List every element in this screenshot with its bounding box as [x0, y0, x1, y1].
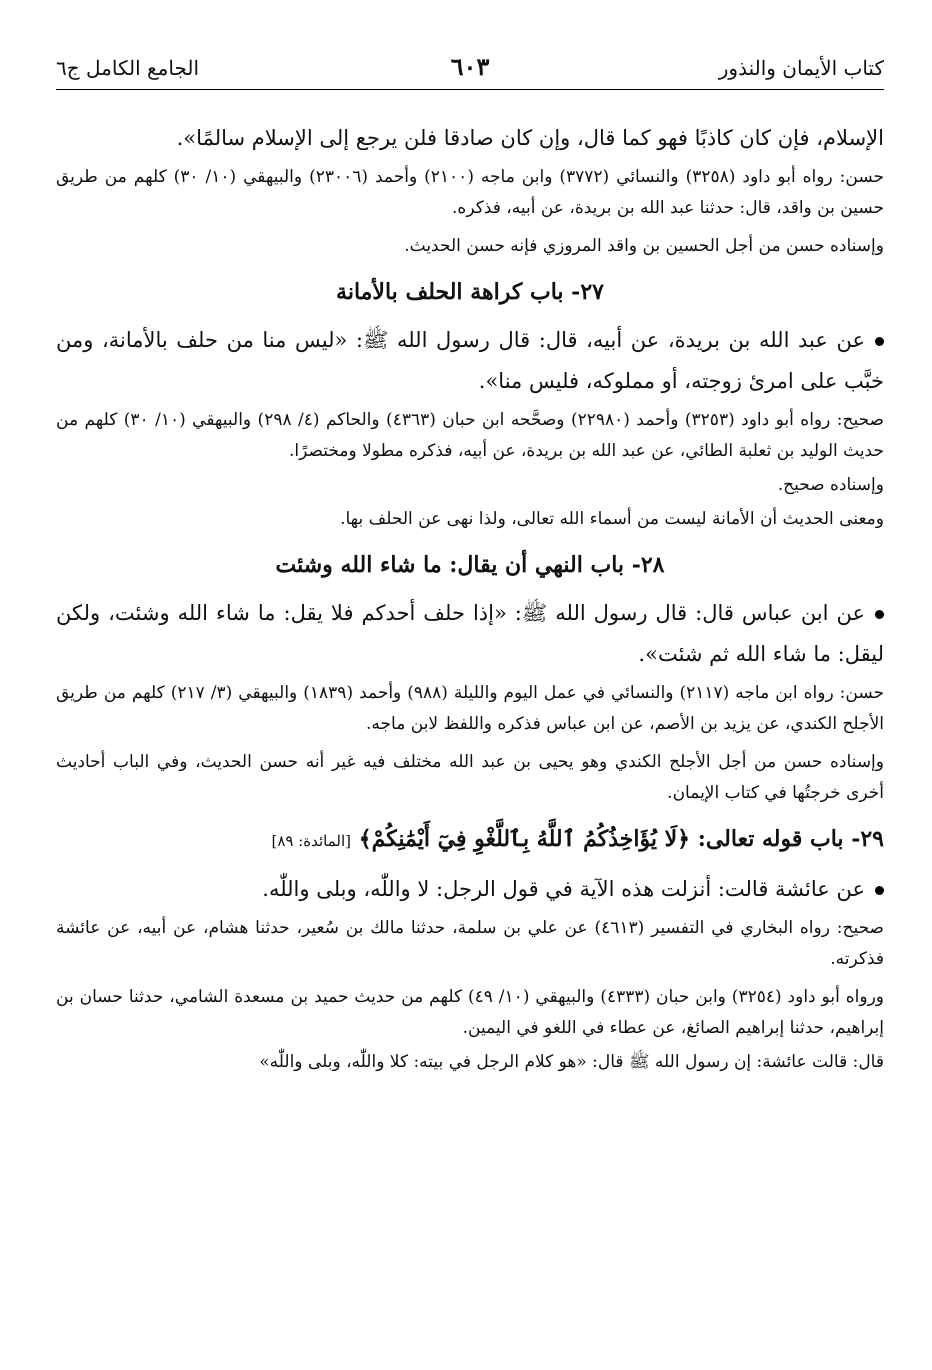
hadith-body: عن ابن عباس قال: قال رسول الله ﷺ: «إذا حلف أحدكم فلا يقل: ما شاء الله وشئت، ولكن ليقل: ما شاء الله ثم شئت».	[56, 601, 884, 666]
chapter-heading-28: ٢٨- باب النهي أن يقال: ما شاء الله وشئت	[275, 552, 665, 578]
takhrij-note: حسن: رواه أبو داود (٣٢٥٨) والنسائي (٣٧٧٢) وابن ماجه (٢١٠٠) وأحمد (٢٣٠٠٦) والبيهقي (١٠/ ٣٠) كلهم من طريق حسين بن واقد، قال: حدثنا عبد الله بن بريدة، عن أبيه، فذكره.	[56, 167, 884, 218]
bullet-icon	[875, 610, 884, 619]
takhrij-note: ورواه أبو داود (٣٢٥٤) وابن حبان (٤٣٣٣) والبيهقي (١٠/ ٤٩) كلهم من حديث حميد بن مسعدة الشامي، حدثنا حسان بن إبراهيم، حدثنا إبراهيم الصائغ، عن عطاء في اللغو في اليمين.	[56, 987, 884, 1038]
commentary-note: ومعنى الحديث أن الأمانة ليست من أسماء الله تعالى، ولذا نهى عن الحلف بها.	[340, 509, 884, 529]
bullet-icon	[875, 886, 884, 895]
isnad-note: وإسناده حسن من أجل الحسين بن واقد المروزي فإنه حسن الحديث.	[404, 236, 884, 256]
takhrij-note: حسن: رواه ابن ماجه (٢١١٧) والنسائي في عمل اليوم والليلة (٩٨٨) وأحمد (١٨٣٩) والبيهقي (٣/ ٢١٧) كلهم من طريق الأجلح الكندي، عن يزيد بن الأصم، عن ابن عباس فذكره واللفظ لابن ماجه.	[56, 683, 884, 734]
chapter-running-title: كتاب الأيمان والنذور	[718, 56, 884, 80]
header-rule	[56, 89, 884, 90]
quran-reference: [المائدة: ٨٩]	[271, 832, 352, 850]
chapter-heading-29-title: ٢٩- باب قوله تعالى: ﴿لَا يُؤَاخِذُكُمُ ٱللَّهُ بِٱللَّغْوِ فِيٓ أَيْمَٰنِكُمْ﴾	[358, 826, 884, 852]
page-number: ٦٠٣	[450, 52, 490, 81]
hadith-text	[56, 869, 884, 910]
page-body	[56, 118, 884, 1078]
hadith-body: عن عبد الله بن بريدة، عن أبيه، قال: قال رسول الله ﷺ: «ليس منا من حلف بالأمانة، ومن خبَّب على امرئ زوجته، أو مملوكه، فليس منا».	[56, 328, 884, 393]
takhrij-note: صحيح: رواه البخاري في التفسير (٤٦١٣) عن علي بن سلمة، حدثنا مالك بن سُعير، حدثنا هشام، عن أبيه، عن عائشة فذكرته.	[56, 918, 884, 969]
running-header	[56, 46, 884, 90]
chapter-heading-27: ٢٧- باب كراهة الحلف بالأمانة	[336, 279, 604, 305]
hadith-text	[56, 320, 884, 402]
hadith-text-continued: الإسلام، فإن كان كاذبًا فهو كما قال، وإن كان صادقا فلن يرجع إلى الإسلام سالمًا».	[176, 126, 884, 150]
hadith-text	[56, 593, 884, 675]
isnad-note: وإسناده صحيح.	[777, 475, 884, 495]
takhrij-note: صحيح: رواه أبو داود (٣٢٥٣) وأحمد (٢٢٩٨٠) وصحَّحه ابن حبان (٤٣٦٣) والحاكم (٤/ ٢٩٨) والبيهقي (١٠/ ٣٠) كلهم من حديث الوليد بن ثعلبة الطائي، عن عبد الله بن بريدة، عن أبيه، فذكره مطولا ومختصرًا.	[56, 410, 884, 461]
bullet-icon	[875, 337, 884, 346]
isnad-note: وإسناده حسن من أجل الأجلح الكندي وهو يحيى بن عبد الله مختلف فيه غير أنه حسن الحديث، وفي الباب أحاديث أخرى خرجتُها في كتاب الإيمان.	[56, 752, 884, 803]
chapter-heading-29	[56, 817, 884, 863]
hadith-quote-note: قال: قالت عائشة: إن رسول الله ﷺ قال: «هو كلام الرجل في بيته: كلا واللّٰه، وبلى واللّٰه»	[259, 1052, 884, 1072]
hadith-body: عن عائشة قالت: أنزلت هذه الآية في قول الرجل: لا واللّٰه، وبلى واللّٰه.	[262, 877, 865, 901]
book-running-title: الجامع الكامل ج٦	[56, 56, 200, 80]
